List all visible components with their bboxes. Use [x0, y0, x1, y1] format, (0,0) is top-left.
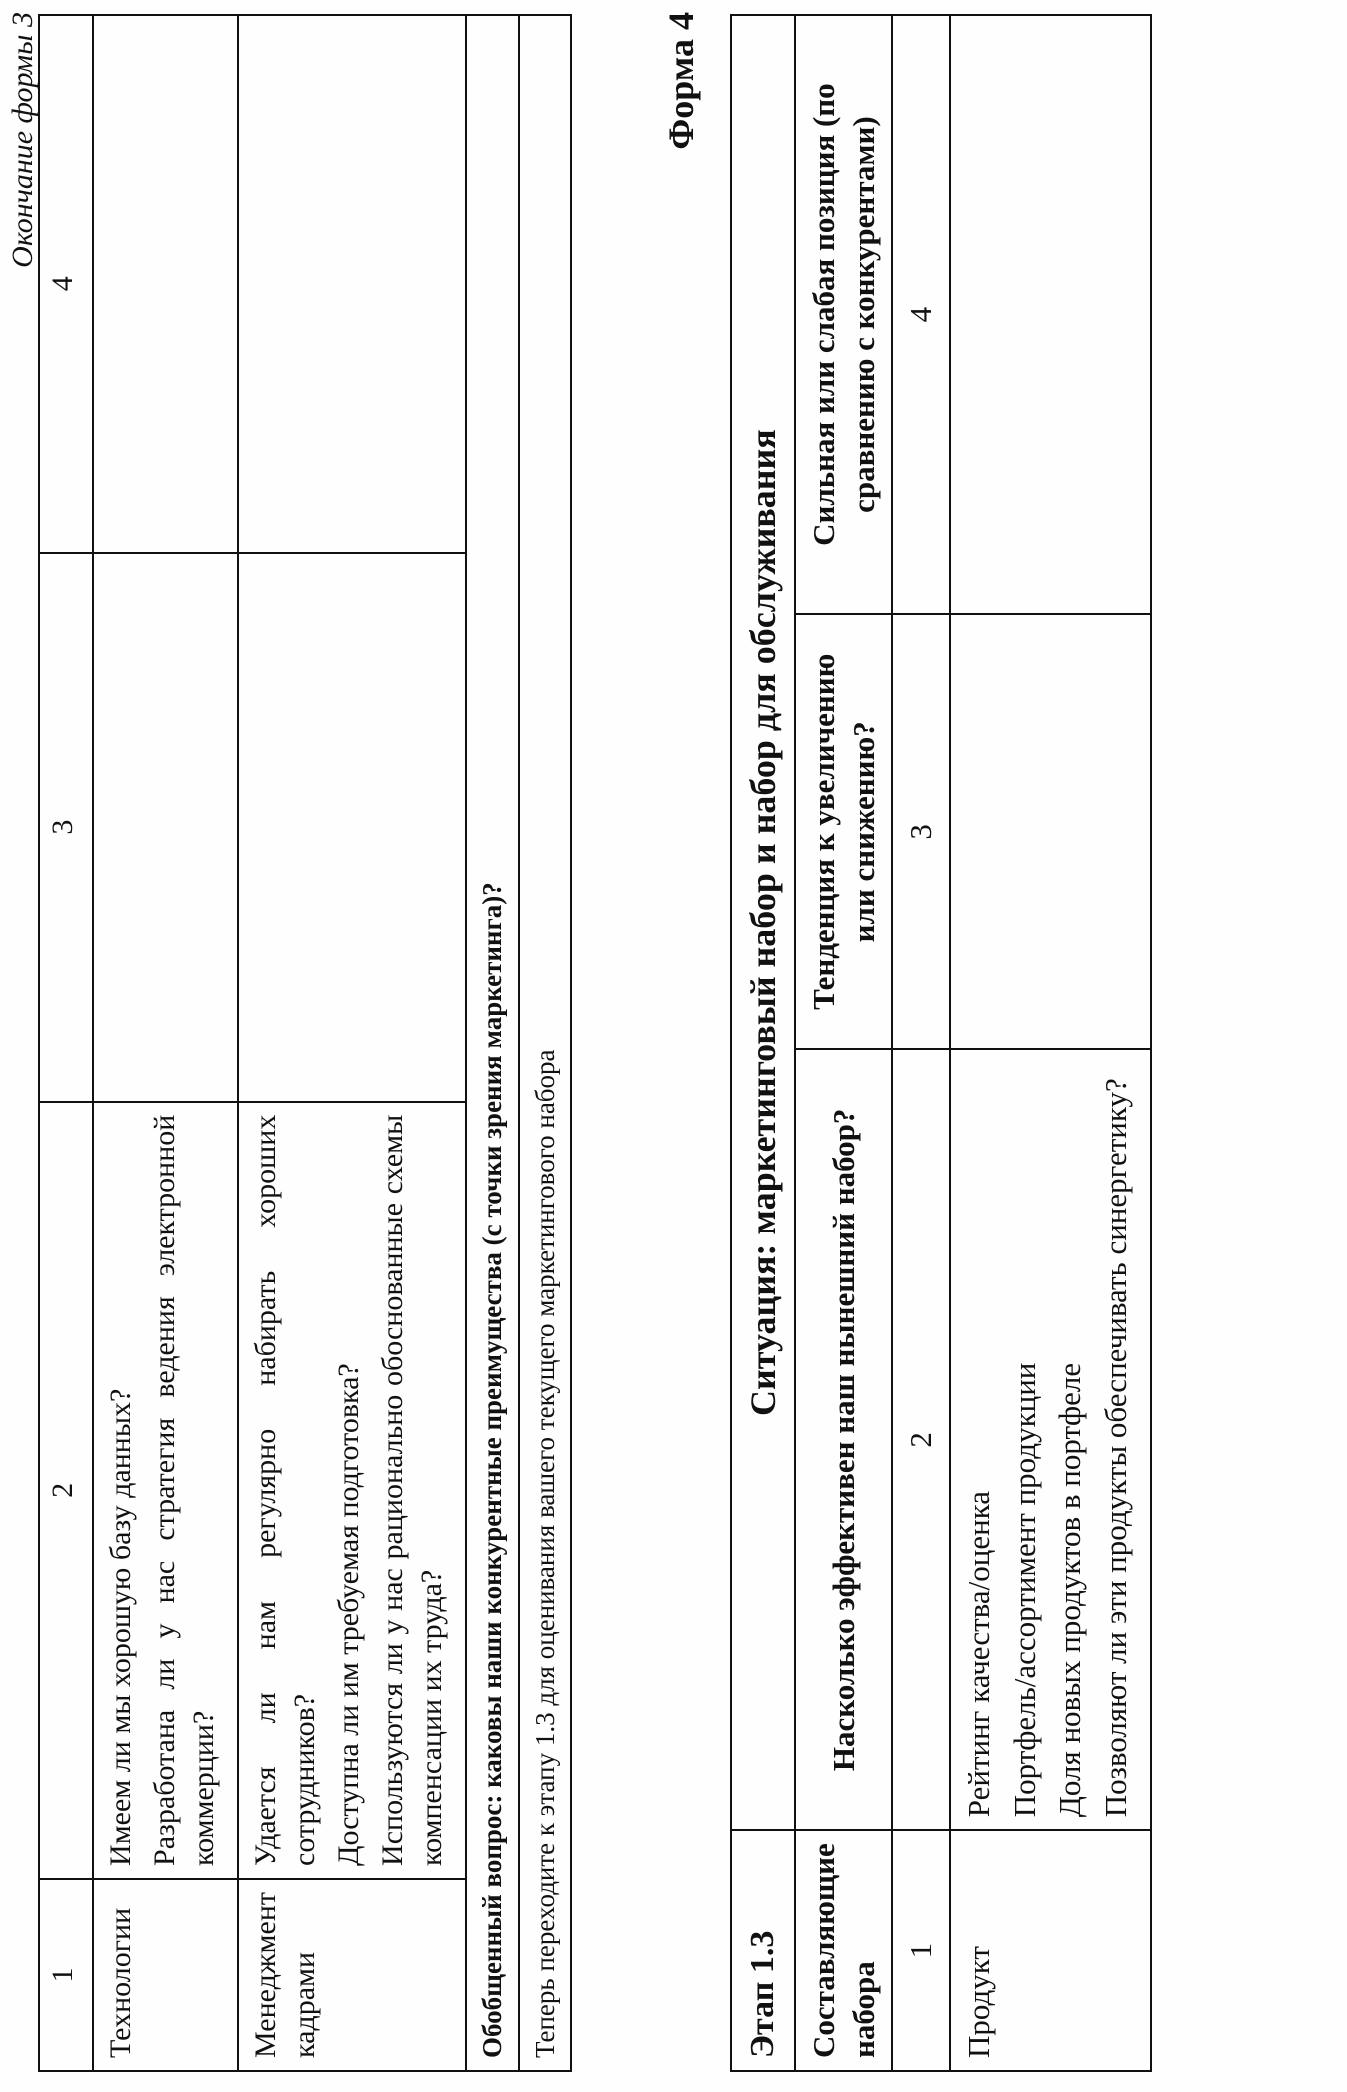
stage-title: Ситуация: маркетинговый набор и набор для обслуживания — [731, 15, 795, 1830]
col-number-1: 1 — [39, 1879, 93, 2071]
col-number-2: 2 — [892, 1049, 950, 1830]
col-number-2: 2 — [39, 1102, 93, 1879]
row-label-hr-management: Менеджмент кадрами — [238, 1879, 466, 2071]
table-row — [93, 15, 238, 2071]
empty-cell — [950, 15, 1151, 614]
question-text: Используются ли у нас рационально обоснованные схемы компенсации их труда? — [376, 1114, 448, 1866]
form3-caption: Окончание формы 3 — [6, 12, 39, 268]
header-components: Составляющие набора — [795, 1830, 892, 2071]
empty-cell — [93, 553, 238, 1102]
form4-caption: Форма 4 — [661, 12, 701, 150]
header-trend: Тенденция к увеличению или снижению? — [795, 614, 892, 1049]
question-text: Рейтинг качества/оценка — [961, 1490, 997, 1818]
row-label-technologies: Технологии — [93, 1879, 238, 2071]
col-number-1: 1 — [892, 1830, 950, 2071]
col-number-3: 3 — [39, 553, 93, 1102]
question-text: Удается ли нам регулярно набирать хороших сотрудников? — [249, 1114, 321, 1866]
summary-question: Обобщенный вопрос: каковы наши конкурентные преимущества (с точки зрения маркетинга)? — [466, 15, 519, 2071]
question-text: Доля новых продуктов в портфеле — [1052, 1362, 1088, 1818]
form3-header-row — [39, 15, 93, 2071]
row-label-product: Продукт — [950, 1830, 1151, 2071]
empty-cell — [238, 553, 466, 1102]
col-number-3: 3 — [892, 614, 950, 1049]
question-text: Доступна ли им требуемая подготовка? — [331, 1363, 365, 1866]
table-row — [238, 15, 466, 2071]
header-position: Сильная или слабая позиция (по сравнению с конкурентами) — [795, 15, 892, 614]
empty-cell — [950, 614, 1151, 1049]
question-text: Имеем ли мы хорошую базу данных? — [104, 1388, 137, 1866]
next-step-text: Теперь переходите к этапу 1.3 для оценивания вашего текущего маркетингового набора — [519, 15, 572, 2071]
stage-row — [731, 15, 795, 2071]
form4-table — [730, 14, 1152, 2072]
form3-table — [38, 14, 572, 2072]
row-questions — [93, 1102, 238, 1879]
row-questions — [238, 1102, 466, 1879]
question-text: Разработана ли у нас стратегия ведения электронной коммерции? — [148, 1114, 220, 1866]
empty-cell — [238, 15, 466, 553]
form4-header-row — [795, 15, 892, 2071]
table-row — [950, 15, 1151, 2071]
row-questions — [950, 1049, 1151, 1830]
stage-label: Этап 1.3 — [731, 1830, 795, 2071]
summary-row — [466, 15, 519, 2071]
header-effectiveness: Насколько эффективен наш нынешний набор? — [795, 1049, 892, 1830]
next-step-row — [519, 15, 572, 2071]
form4-number-row — [892, 15, 950, 2071]
question-text: Позволяют ли эти продукты обеспечивать синергетику? — [1098, 1078, 1134, 1818]
empty-cell — [93, 15, 238, 553]
col-number-4: 4 — [892, 15, 950, 614]
question-text: Портфель/ассортимент продукции — [1006, 1362, 1042, 1818]
col-number-4: 4 — [39, 15, 93, 553]
